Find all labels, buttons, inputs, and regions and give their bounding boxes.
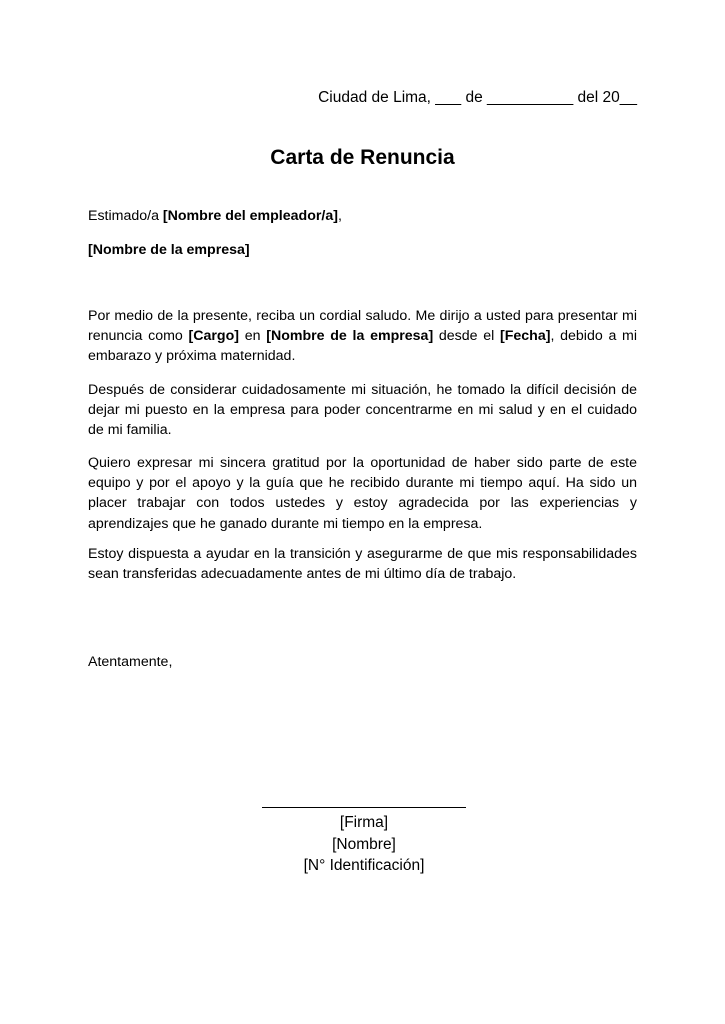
paragraph-gratitude: Quiero expresar mi sincera gratitud por la oportunidad de haber sido parte de este equipo y por el apoyo y la guía que he recibido durante mi tiempo aquí. Ha sido un placer trabajar con todos ustedes y estoy agradecida por las experiencias y aprendizajes que he ganado durante mi tiempo en la empresa. bbox=[88, 455, 637, 532]
signature-identificacion: [N° Identificación] bbox=[303, 857, 425, 874]
paragraph-decision: Después de considerar cuidadosamente mi situación, he tomado la difícil decisión de dejar mi puesto en la empresa para poder concentrarme en mi salud y en el cuidado de mi familia. bbox=[88, 382, 637, 439]
signature-firma: [Firma] bbox=[339, 814, 389, 831]
signature-line bbox=[262, 807, 466, 808]
empresa-placeholder: [Nombre de la empresa] bbox=[266, 328, 434, 345]
date-line: Ciudad de Lima, ___ de __________ del 20__ bbox=[318, 89, 637, 106]
paragraph-transition: Estoy dispuesta a ayudar en la transición y asegurarme de que mis responsabilidades sean transferidas adecuadamente antes de mi último día de trabajo. bbox=[88, 546, 637, 583]
p1-text-1: Por medio de la presente, reciba un cordial saludo. Me dirijo a usted para presentar mi renuncia como bbox=[88, 308, 637, 345]
cargo-placeholder: [Cargo] bbox=[188, 328, 239, 345]
p1-text-3: desde el bbox=[433, 328, 501, 345]
greeting bbox=[88, 206, 637, 226]
company-name-line: [Nombre de la empresa] bbox=[88, 242, 250, 258]
p1-text-2: en bbox=[239, 328, 267, 345]
employer-placeholder: [Nombre del empleador/a] bbox=[162, 208, 338, 224]
signature-block bbox=[262, 793, 466, 877]
p1-text-4: , debido a mi embarazo y próxima maternidad. bbox=[88, 328, 638, 365]
greeting-suffix: , bbox=[337, 208, 342, 224]
fecha-placeholder: [Fecha] bbox=[500, 328, 551, 345]
greeting-prefix: Estimado/a bbox=[88, 208, 163, 224]
paragraph-resignation bbox=[88, 306, 637, 367]
page-title: Carta de Renuncia bbox=[270, 146, 455, 169]
signature-nombre: [Nombre] bbox=[332, 835, 396, 853]
closing: Atentamente, bbox=[88, 654, 173, 670]
